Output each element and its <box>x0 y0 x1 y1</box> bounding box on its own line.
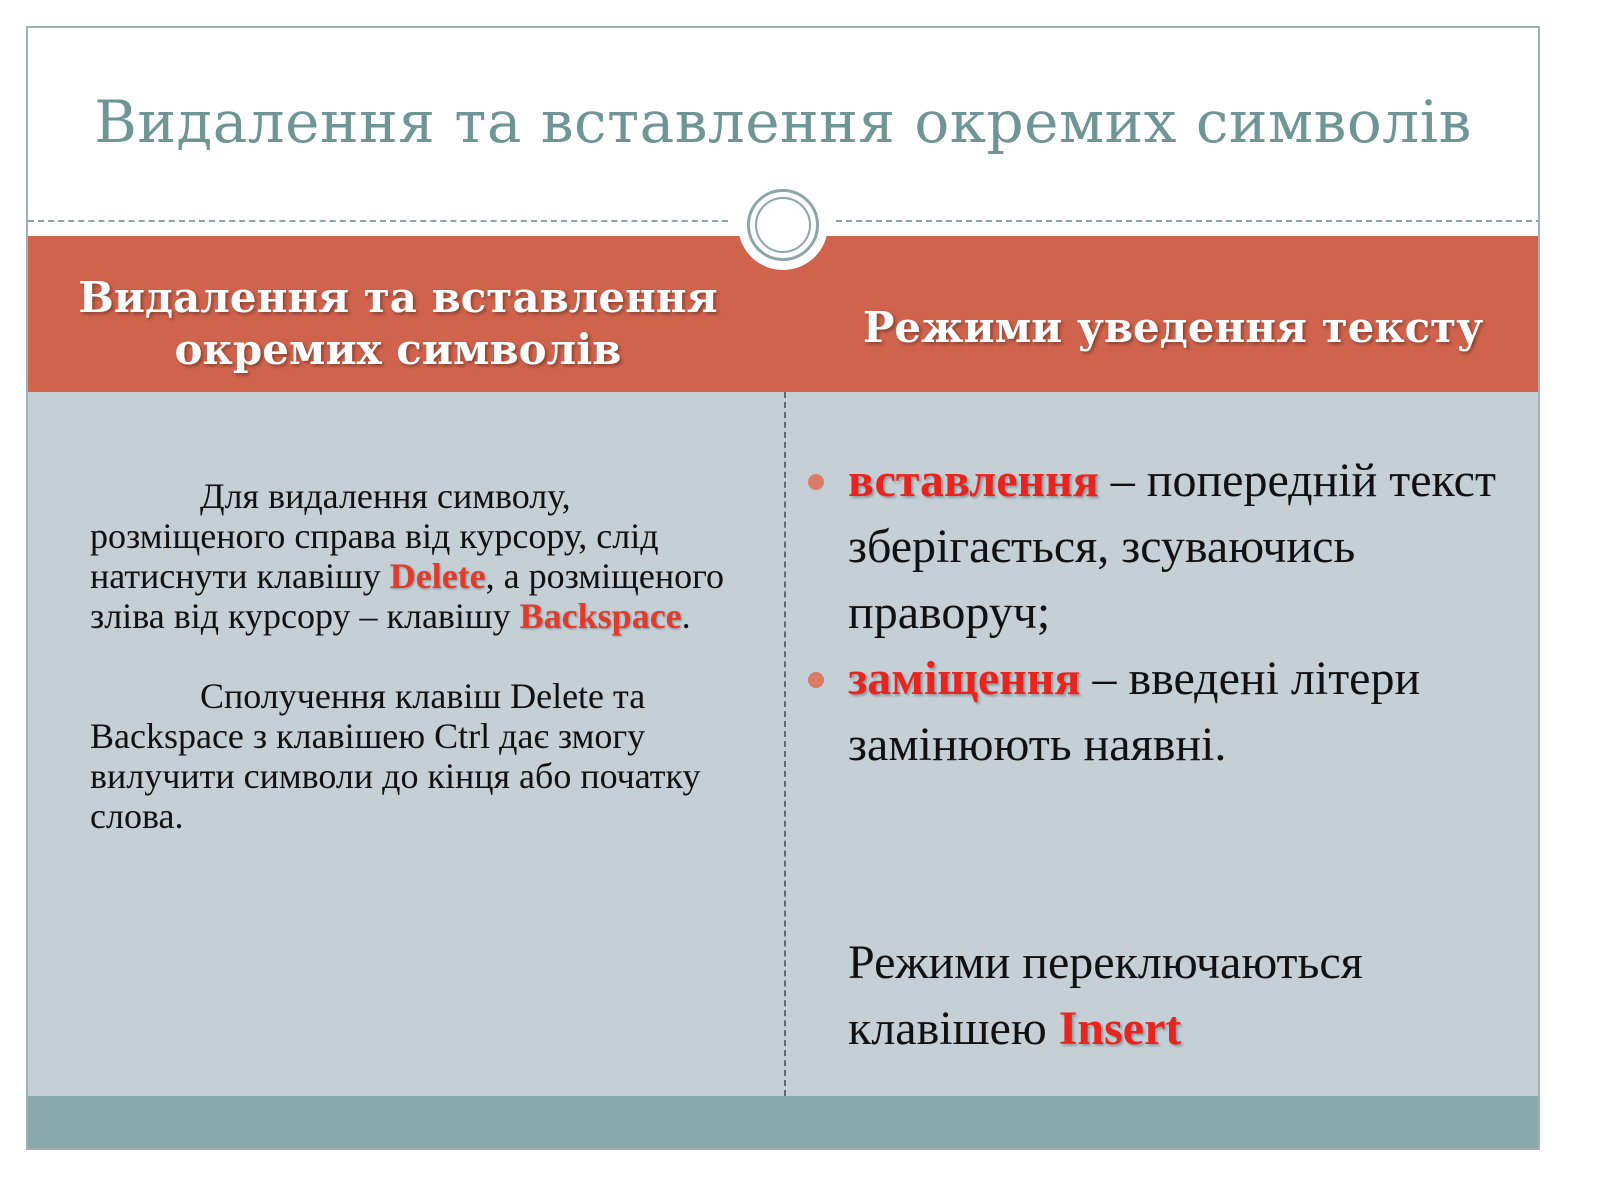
list-item-insert-mode <box>806 448 1526 646</box>
insert-mode-term: вставлення <box>848 454 1099 507</box>
insert-mode-description: – попередній текст зберігається, зсуваючись праворуч; <box>848 454 1496 639</box>
replace-mode-term: заміщення <box>848 652 1081 705</box>
deletion-text-1: Для видалення символу, розміщеного справа від курсору, слід натиснути клавішу <box>90 476 659 596</box>
decorative-circle-inner-ring <box>755 197 811 253</box>
list-item-replace-mode <box>806 646 1526 778</box>
right-column-header: Режими уведення тексту <box>862 303 1484 352</box>
deletion-text-2: , а розміщеного зліва від курсору – клавішу <box>90 556 724 636</box>
deletion-paragraph <box>90 476 770 636</box>
insert-key-label: Insert <box>1058 1002 1182 1055</box>
title-divider-right <box>836 220 1540 222</box>
replace-mode-description: – введені літери замінюють наявні. <box>848 652 1421 771</box>
left-column-text <box>90 476 770 836</box>
slide <box>26 26 1540 1150</box>
left-column-header: Видалення та вставлення окремих символів <box>78 273 718 374</box>
bullet-icon <box>808 672 824 688</box>
column-divider <box>784 392 786 1096</box>
slide-title: Видалення та вставлення окремих символів <box>94 88 1472 156</box>
footer-bar <box>28 1096 1538 1150</box>
mode-switch-text: Режими переключаються клавішею <box>848 936 1363 1055</box>
mode-switch-note <box>848 930 1538 1062</box>
deletion-text-3: . <box>681 596 691 636</box>
backspace-key-label: Backspace <box>519 596 682 636</box>
input-modes-list <box>806 448 1526 778</box>
bullet-icon <box>808 474 824 490</box>
delete-key-label: Delete <box>389 556 486 596</box>
ctrl-combination-paragraph: Сполучення клавіш Delete та Backspace з клавішею Ctrl дає змогу вилучити символи до кінця або початку слова. <box>90 676 701 836</box>
title-divider-left <box>28 220 728 222</box>
